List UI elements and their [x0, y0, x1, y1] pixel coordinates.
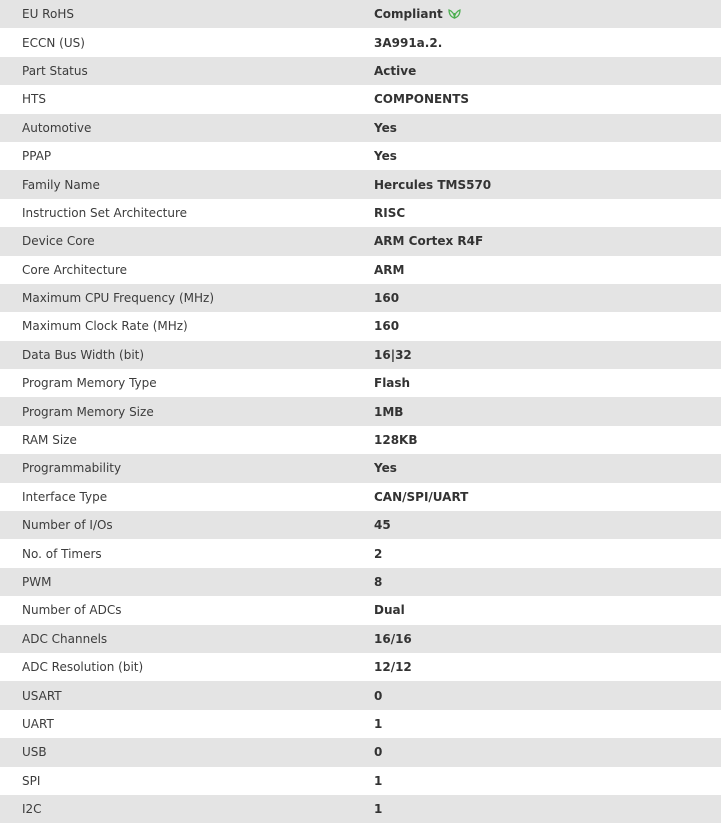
spec-value: Compliant [374, 7, 443, 22]
spec-row [0, 539, 721, 567]
spec-name: SPI [22, 773, 41, 788]
spec-row [0, 85, 721, 113]
spec-value: Active [374, 63, 417, 78]
spec-row [0, 227, 721, 255]
spec-row [0, 738, 721, 766]
spec-value: Flash [374, 376, 411, 391]
spec-value: ARM [374, 262, 405, 277]
spec-name: Number of ADCs [22, 603, 122, 618]
spec-value: 16|32 [374, 347, 412, 362]
spec-name: I2C [22, 802, 42, 817]
spec-name: Automotive [22, 120, 92, 135]
spec-value: Yes [374, 120, 397, 135]
spec-name: Part Status [22, 63, 88, 78]
spec-name: Maximum Clock Rate (MHz) [22, 319, 188, 334]
spec-value: Yes [374, 149, 397, 164]
spec-row [0, 596, 721, 624]
spec-row [0, 284, 721, 312]
spec-name: ADC Channels [22, 631, 108, 646]
spec-name: UART [22, 716, 54, 731]
spec-row [0, 397, 721, 425]
spec-name: Device Core [22, 234, 95, 249]
spec-name: Program Memory Size [22, 404, 154, 419]
spec-value: 16/16 [374, 631, 412, 646]
spec-row [0, 256, 721, 284]
spec-value: 1MB [374, 404, 404, 419]
spec-value: 0 [374, 745, 383, 760]
spec-row [0, 653, 721, 681]
spec-row [0, 57, 721, 85]
spec-name: EU RoHS [22, 7, 74, 22]
spec-name: HTS [22, 92, 46, 107]
spec-name: PPAP [22, 149, 52, 164]
spec-name: Programmability [22, 461, 122, 476]
spec-value: 1 [374, 773, 383, 788]
spec-name: Family Name [22, 177, 100, 192]
spec-name: Interface Type [22, 489, 108, 504]
spec-row [0, 0, 721, 28]
spec-name: ECCN (US) [22, 35, 85, 50]
leaf-icon [448, 8, 461, 19]
spec-value-cell [374, 0, 721, 28]
spec-name: PWM [22, 575, 52, 589]
spec-name: USB [22, 745, 47, 760]
spec-value: CAN/SPI/UART [374, 489, 469, 504]
spec-row [0, 483, 721, 511]
spec-row [0, 767, 721, 795]
spec-row [0, 341, 721, 369]
spec-value: 12/12 [374, 660, 412, 675]
spec-value: Hercules TMS570 [374, 177, 492, 192]
spec-name: ADC Resolution (bit) [22, 660, 144, 675]
spec-name: Program Memory Type [22, 376, 157, 391]
spec-row [0, 312, 721, 340]
spec-row [0, 795, 721, 823]
spec-row [0, 114, 721, 142]
spec-name: No. of Timers [22, 546, 102, 561]
spec-row [0, 681, 721, 709]
spec-value: COMPONENTS [374, 92, 470, 107]
spec-row [0, 710, 721, 738]
spec-row [0, 426, 721, 454]
spec-name: Data Bus Width (bit) [22, 347, 145, 362]
spec-value: 45 [374, 518, 391, 533]
spec-value: RISC [374, 205, 406, 220]
spec-value: 3A991a.2. [374, 35, 443, 50]
spec-value: 128KB [374, 433, 418, 448]
spec-value: 8 [374, 575, 383, 589]
spec-name: Instruction Set Architecture [22, 205, 188, 220]
spec-value: 0 [374, 688, 383, 703]
spec-row [0, 511, 721, 539]
spec-name: RAM Size [22, 433, 77, 448]
spec-value: Yes [374, 461, 397, 476]
spec-value: 160 [374, 291, 400, 306]
spec-row [0, 568, 721, 596]
spec-row [0, 28, 721, 56]
spec-value: ARM Cortex R4F [374, 234, 484, 249]
spec-name: USART [22, 688, 62, 703]
spec-value: 2 [374, 546, 383, 561]
spec-value: 1 [374, 716, 383, 731]
spec-name: Number of I/Os [22, 518, 113, 533]
spec-row [0, 170, 721, 198]
spec-row [0, 142, 721, 170]
spec-row [0, 625, 721, 653]
spec-name: Maximum CPU Frequency (MHz) [22, 291, 214, 306]
spec-row [0, 369, 721, 397]
spec-row [0, 454, 721, 482]
spec-name: Core Architecture [22, 262, 128, 277]
spec-value: Dual [374, 603, 405, 618]
spec-value: 1 [374, 802, 383, 817]
spec-row [0, 199, 721, 227]
spec-value: 160 [374, 319, 400, 334]
